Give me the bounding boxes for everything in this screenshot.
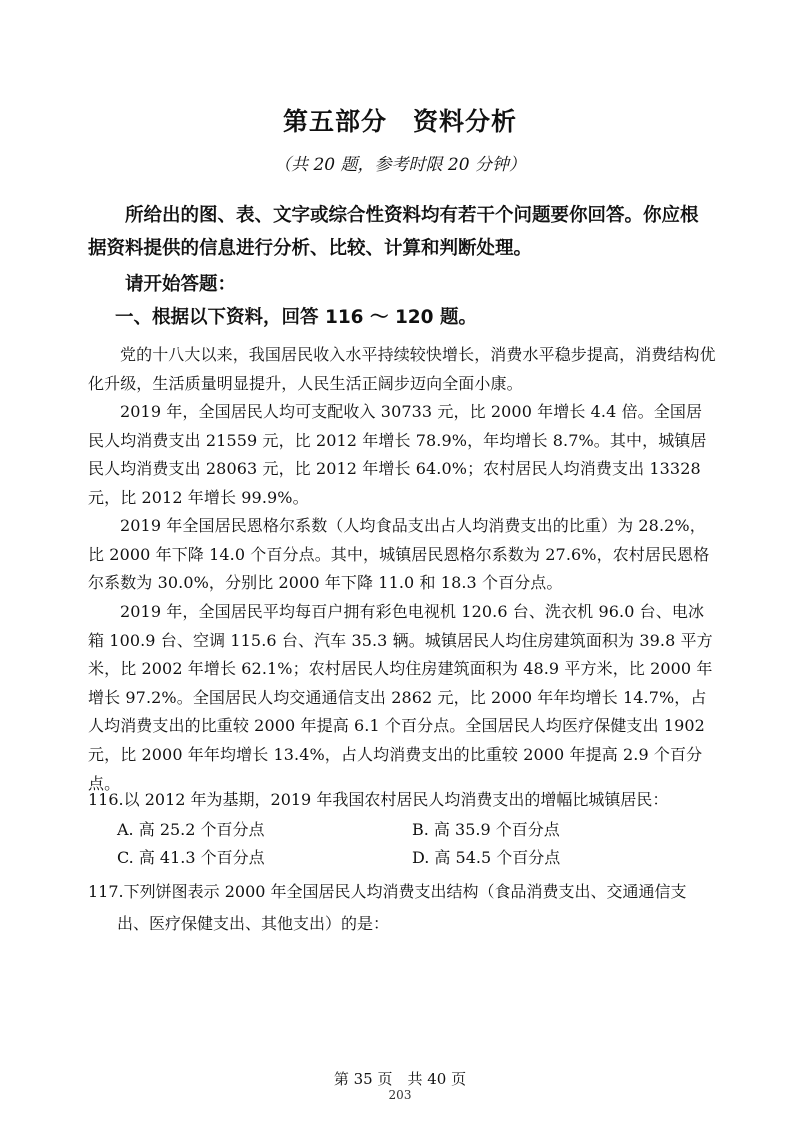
option-c: C. 高 41.3 个百分点 — [117, 848, 265, 867]
question-116-stem: 116.以 2012 年为基期，2019 年我国农村居民人均消费支出的增幅比城镇居民： — [88, 790, 669, 809]
page-subtitle: （共 20 题，参考时限 20 分钟） — [274, 155, 526, 175]
question-117-stem — [88, 876, 718, 940]
option-a: A. 高 25.2 个百分点 — [117, 820, 265, 839]
paragraph-2: 2019 年，全国居民人均可支配收入 30733 元，比 2000 年增长 4.4 倍。全国居民人均消费支出 21559 元，比 2012 年增长 78.9%，年均增长 8.7%。其中，城镇居民人均消费支出 28063 元，比 2012 年增长 64.0%；农村居民人均消费支出 13328 元，比 2012 年增长 99.9%。 — [88, 402, 707, 507]
paragraph-3: 2019 年全国居民恩格尔系数（人均食品支出占人均消费支出的比重）为 28.2%，比 2000 年下降 14.0 个百分点。其中，城镇居民恩格尔系数为 27.6%，农村居民恩格尔系数为 30.0%，分别比 2000 年下降 11.0 和 18.3 个百分点。 — [88, 516, 710, 593]
question-117-line-2: 出、医疗保健支出、其他支出）的是： — [117, 914, 390, 933]
option-d: D. 高 54.5 个百分点 — [412, 848, 561, 867]
section-heading: 一、根据以下资料，回答 116 ～ 120 题。 — [115, 307, 477, 328]
option-b: B. 高 35.9 个百分点 — [412, 820, 560, 839]
paragraph-1: 党的十八大以来，我国居民收入水平持续较快增长，消费水平稳步提高，消费结构优化升级，生活质量明显提升，人民生活正阔步迈向全面小康。 — [88, 345, 716, 393]
page-title: 第五部分 资料分析 — [282, 107, 517, 136]
page-number: 203 — [388, 1088, 412, 1102]
question-117-line-1: 117.下列饼图表示 2000 年全国居民人均消费支出结构（食品消费支出、交通通信支 — [88, 882, 687, 901]
start-label: 请开始答题： — [125, 274, 237, 295]
paragraph-4: 2019 年，全国居民平均每百户拥有彩色电视机 120.6 台、洗衣机 96.0 台、电冰箱 100.9 台、空调 115.6 台、汽车 35.3 辆。城镇居民人均住房建筑面积为 39.8 平方米，比 2002 年增长 62.1%；农村居民人均住房建筑面积为 48.9 平方米，比 2000 年增长 97.2%。全国居民人均交通通信支出 2862 元，比 2000 年年均增长 14.7%，占人均消费支出的比重较 2000 年提高 6.1 个百分点。全国居民人均医疗保健支出 1902 元，比 2000 年年均增长 13.4%，占人均消费支出的比重较 2000 年提高 2.9 个百分点。 — [88, 602, 713, 793]
instructions: 所给出的图、表、文字或综合性资料均有若干个问题要你回答。你应根据资料提供的信息进行分析、比较、计算和判断处理。 — [88, 205, 699, 259]
page-footer: 第 35 页 共 40 页 — [333, 1070, 467, 1088]
